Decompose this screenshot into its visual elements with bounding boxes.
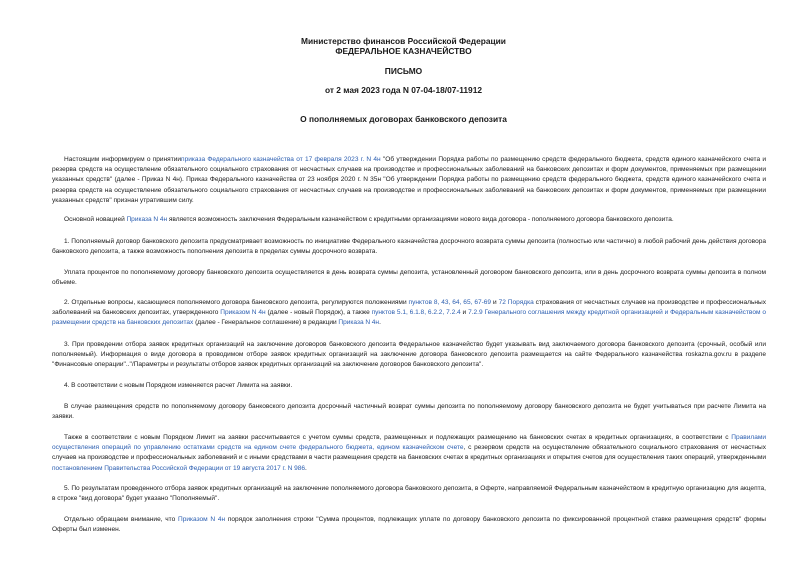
text: и bbox=[460, 309, 469, 317]
order-4n-link[interactable]: Приказом N 4н bbox=[177, 516, 226, 523]
ministry-heading: Министерство финансов Российской Федерации bbox=[301, 36, 506, 46]
order-4n-link[interactable]: Приказа N 4н bbox=[126, 216, 168, 223]
order-4n-link[interactable]: приказа Федерального казначейства от 17 февраля 2023 г. N 4н bbox=[181, 156, 381, 163]
paragraph-4: 4. В соответствии с новым Порядком изменяется расчет Лимита на заявки. bbox=[64, 382, 293, 389]
text: . bbox=[305, 464, 307, 472]
paragraph-limit: В случае размещения средств по пополняемому договору банковского депозита досрочный частичный возврат суммы депозита по пополняемому договору банковского депозита не будет учитываться при расчете Лимита на заявки. bbox=[52, 403, 766, 421]
text: "Об утверждении Порядка работы по размещению средств федерального бюджета, средств единого казначейского счета и резерва средств на осуществление обязательного социального страхования от несчастных случаев на производстве и профессиональных заболеваний на банковских депозитах и форм документов, применяемых при размещении указанных средств" (далее - Приказ N 4н). Приказ Федерального казначейства от 23 ноября 2020 г. N 35н "Об утверждении Порядка работы по размещению средств федерального бюджета, средств единого казначейского счета и резерва средств на осуществление обязательного социального страхования от несчастных случаев на производстве и профессиональных заболеваний на банковских депозитах и форм документов, применяемых при размещении указанных средств" признан утратившим силу. bbox=[52, 156, 766, 204]
text: (далее - Генеральное соглашение) в редакции bbox=[193, 319, 339, 327]
procedure-link[interactable]: 72 Порядка bbox=[498, 299, 534, 306]
paragraph-intro bbox=[52, 155, 766, 206]
paragraph-5: 5. По результатам проведенного отбора заявок кредитных организаций на заключение пополняемого договора банковского депозита, в Оферте, направляемой Федеральным казначейством в кредитную организацию для акцепта, в строке "вид договора" будет указано "Пополняемый". bbox=[52, 485, 766, 503]
text: Также в соответствии с новым Порядком Лимит на заявки рассчитывается с учетом суммы средств, размещенных и подлежащих размещению на банковских счетах в кредитных организациях, в соответствии с bbox=[64, 434, 732, 441]
document-date-number: от 2 мая 2023 года N 07-04-18/07-11912 bbox=[324, 85, 483, 95]
points-link[interactable]: пунктов 8, 43, 64, 65, 67-69 bbox=[408, 299, 492, 306]
agreement-points-link[interactable]: пунктов 5.1, 6.1.8, 6.2.2, 7.2.4 bbox=[371, 309, 461, 317]
resolution-986-link[interactable]: постановлением Правительства Российской Федерации от 19 августа 2017 г. N 986 bbox=[52, 464, 306, 472]
paragraph-2 bbox=[52, 298, 766, 329]
paragraph-limit-calc bbox=[52, 433, 766, 474]
order-4n-link[interactable]: Приказом N 4н bbox=[220, 309, 266, 317]
general-agreement-link[interactable]: 7.2.9 Генерального соглашения между кредитной организацией и Федеральным казначейством о размещении средств на банковских депозитах bbox=[52, 309, 766, 327]
paragraph-interest: Уплата процентов по пополняемому договору банковского депозита осуществляется в день возврата суммы депозита, установленный договором банковского депозита, или в день досрочного возврата суммы депозита в полном объеме. bbox=[52, 269, 766, 287]
rules-link[interactable]: Правилами осуществления операций по управлению остатками средств на едином счете федерального бюджета, едином казначейском счете bbox=[52, 434, 766, 452]
text: страхования от несчастных случаев на производстве и профессиональных заболеваний на банковских депозитах, утвержденного bbox=[52, 299, 767, 317]
text: и bbox=[491, 299, 499, 306]
text: является возможность заключения Федеральным казначейством с кредитными организациями нового вида договора - пополняемого договора банковского депозита. bbox=[167, 216, 674, 223]
paragraph-1: 1. Пополняемый договор банковского депозита предусматривает возможность по инициативе Федерального казначейства досрочного возврата суммы депозита (полностью или частично) в любой рабочий день действия договора банковского депозита, а также возможность пополнения депозита в пределах суммы досрочного возврата. bbox=[52, 238, 766, 256]
text: Отдельно обращаем внимание, что bbox=[64, 516, 178, 523]
text: . bbox=[379, 319, 381, 327]
order-4n-link[interactable]: Приказа N 4н bbox=[338, 319, 380, 327]
text: 2. Отдельные вопросы, касающиеся пополняемого договора банковского депозита, регулируются положениями bbox=[64, 299, 409, 306]
paragraph-3: 3. При проведении отбора заявок кредитных организаций на заключение договоров банковского депозита Федеральное казначейство будет указывать вид заключаемого договора банковского депозита (срочный, особый или пополняемый). Информация о виде договора в проводимом отборе заявок кредитных организаций на заключение договора банковского депозита размещается на сайте Федерального казначейства roskazna.gov.ru в разделе "Финансовые операции".."/Параметры и результаты отборов заявок кредитных организаций на заключение договоров банковского депозита". bbox=[52, 341, 766, 369]
paragraph-note bbox=[52, 515, 766, 535]
text: Настоящим информируем о принятии bbox=[64, 156, 182, 163]
text: , с резервом средств на осуществление обязательного социального страхования от несчастных случаев на производстве и профессиональных заболеваний и с иными средствами в части размещения средств на банковских счетах в кредитных организациях и открытия счетов для осуществления таких операций, утвержденными bbox=[52, 444, 766, 462]
treasury-heading: ФЕДЕРАЛЬНОЕ КАЗНАЧЕЙСТВО bbox=[335, 46, 472, 56]
document-subject: О пополняемых договорах банковского депозита bbox=[300, 114, 507, 124]
paragraph-novelty bbox=[52, 215, 766, 225]
document-type: ПИСЬМО bbox=[384, 66, 423, 76]
text: порядок заполнения строки "Сумма процентов, подлежащих уплате по договору банковского депозита по фиксированной процентной ставке размещения средств" формы Оферты был изменен. bbox=[52, 516, 766, 534]
text: (далее - новый Порядок), а также bbox=[265, 309, 372, 317]
text: Основной новацией bbox=[64, 216, 127, 223]
